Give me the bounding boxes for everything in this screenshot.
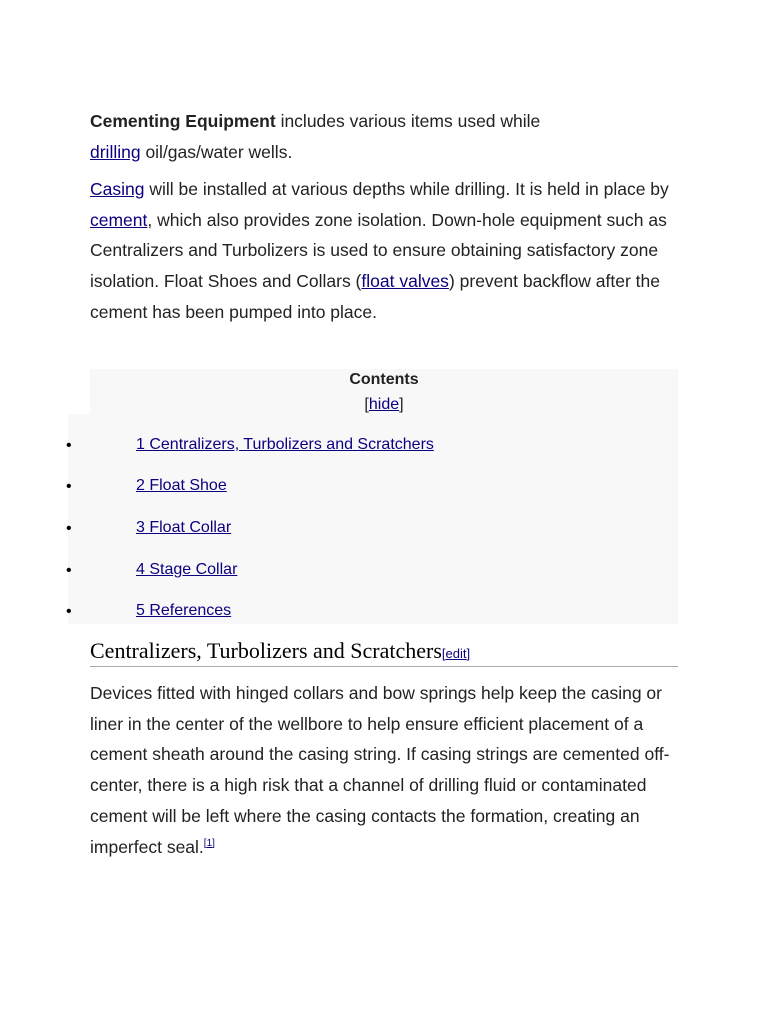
toc-hide-link[interactable]: hide — [368, 396, 400, 413]
toc-link-float-shoe[interactable]: 2 Float Shoe — [136, 477, 227, 494]
table-of-contents — [90, 369, 678, 415]
bullet-icon: • — [66, 478, 72, 495]
intro-paragraph: Cementing Equipment includes various items used while drilling oil/gas/water wells. — [90, 111, 541, 162]
toc-link-centralizers[interactable]: 1 Centralizers, Turbolizers and Scratchers — [136, 436, 434, 453]
section-heading: Centralizers, Turbolizers and Scratchers[edit] — [90, 636, 678, 667]
toc-title: Contents — [349, 371, 419, 388]
toc-link-float-collar[interactable]: 3 Float Collar — [136, 519, 232, 536]
float-valves-link[interactable]: float valves — [361, 271, 449, 292]
casing-link[interactable]: Casing — [90, 179, 145, 199]
drilling-link[interactable]: drilling — [90, 141, 141, 162]
bullet-icon: • — [66, 603, 72, 620]
bullet-icon: • — [66, 437, 72, 454]
reference-superscript — [204, 838, 215, 849]
toc-item-centralizers — [0, 434, 700, 458]
cement-link[interactable]: cement — [90, 209, 148, 230]
casing-paragraph: Casing will be installed at various depths while drilling. It is held in place by cement, which also provides zone isolation. Down-hole equipment such as Centralizers and Turbolizers is used to ensure obtaining satisfactory zone isolation. Float Shoes and Collars (float valves) prevent backflow after the cement has been pumped into place. — [90, 179, 669, 322]
toc-toggle: [hide] — [364, 396, 404, 413]
bold-term: Cementing Equipment — [90, 111, 276, 131]
toc-item-float-shoe — [0, 475, 700, 499]
toc-item-references — [0, 600, 700, 624]
bullet-icon: • — [66, 520, 72, 537]
toc-link-references[interactable]: 5 References — [136, 602, 232, 619]
reference-link-1[interactable]: [1] — [203, 837, 215, 849]
bullet-icon: • — [66, 562, 72, 579]
section-heading-text: Centralizers, Turbolizers and Scratchers — [90, 638, 442, 663]
toc-item-stage-collar — [0, 559, 700, 583]
toc-link-stage-collar[interactable]: 4 Stage Collar — [136, 561, 238, 578]
toc-item-float-collar — [0, 517, 700, 541]
edit-link[interactable]: edit — [445, 646, 467, 661]
section-body: Devices fitted with hinged collars and bow springs help keep the casing or liner in the center of the wellbore to help ensure efficient placement of a cement sheath around the casing string. If casing strings are cemented off-center, there is a high risk that a channel of drilling fluid or contaminated cement will be left where the casing contacts the formation, creating an imperfect seal.[1] — [90, 683, 670, 857]
